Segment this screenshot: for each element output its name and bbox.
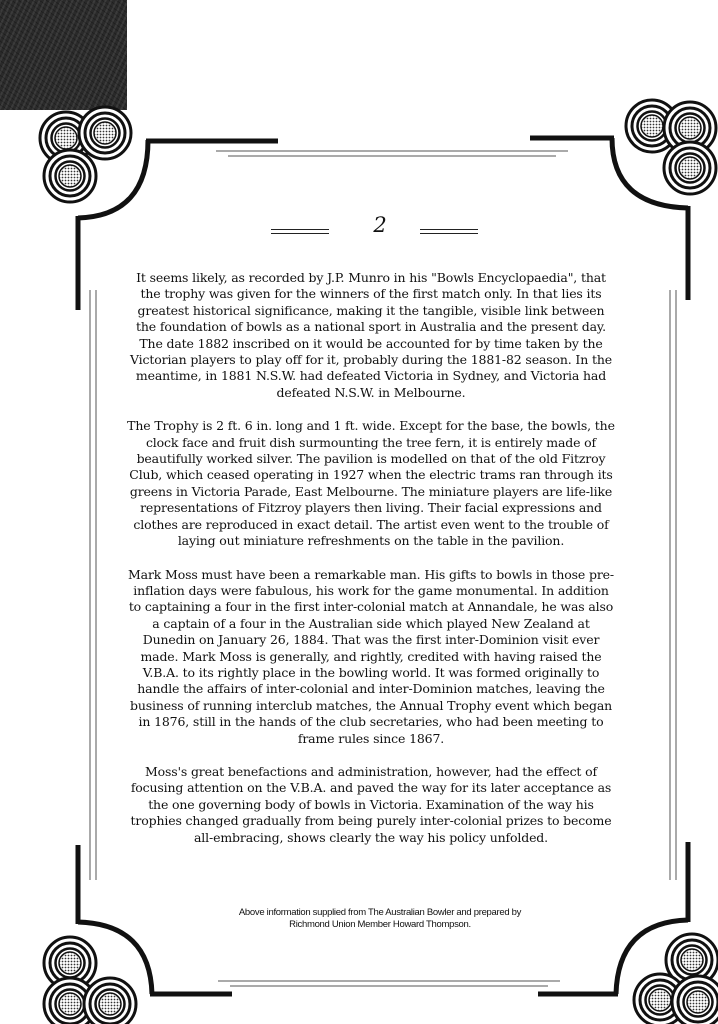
paragraph-trophy-description: The Trophy is 2 ft. 6 in. long and 1 ft. wide. Except for the base, the bowls, the clock face and fruit dish surmounting the tree fern, it is entirely made of beautifully worked silver. The pavilion is modelled on that of the old Fitzroy Club, which ceased operating in 1927 when the electric trams ran through its greens in Victoria Parade, East Melbourne. The miniature players are life-like representations of Fitzroy players then living. Their facial expressions and clothes are reproduced in exact detail. The artist even went to the trouble of laying out miniature refreshments on the table in the pavilion.	[127, 418, 615, 549]
credit-line-1: Above information supplied from The Australian Bowler and prepared by	[238, 907, 522, 918]
article-body	[126, 270, 616, 863]
bowls-ornament-top-right	[626, 100, 716, 194]
credit-line-2: Richmond Union Member Howard Thompson.	[289, 919, 471, 930]
paragraph-moss-benefactions: Moss's great benefactions and administration, however, had the effect of focusing attention on the V.B.A. and paved the way for its later acceptance as the one governing body of bowls in Victoria. Examination of the way his trophies changed gradually from being purely inter-colonial prizes to become all-embracing, shows clearly the way his policy unfolded.	[130, 763, 612, 845]
bowls-ornament-bottom-right	[634, 934, 718, 1024]
bowls-ornament-top-left	[40, 107, 131, 202]
paragraph-mark-moss: Mark Moss must have been a remarkable man. His gifts to bowls in those pre-inflation days were fabulous, his work for the game monumental. In addition to captaining a four in the first inter-colonial match at Annandale, he was also a captain of a four in the Australian side which played New Zealand at Dunedin on January 26, 1884. That was the first inter-Dominion visit ever made. Mark Moss is generally, and rightly, credited with having raised the V.B.A. to its rightly place in the bowling world. It was formed originally to handle the affairs of inter-colonial and inter-Dominion matches, leaving the business of running interclub matches, the Annual Trophy event which began in 1876, still in the hands of the club secretaries, who had been meeting to frame rules since 1867.	[128, 566, 614, 746]
source-credit	[160, 907, 600, 931]
page-number: 2	[373, 213, 387, 237]
paragraph-munro-encyclopaedia: It seems likely, as recorded by J.P. Munro in his "Bowls Encyclopaedia", that the trophy was given for the winners of the first match only. In that lies its greatest historical significance, making it the tangible, visible link between the foundation of bowls as a national sport in Australia and the present day. The date 1882 inscribed on it would be accounted for by time taken by the Victorian players to play off for it, probably during the 1881-82 season. In the meantime, in 1881 N.S.W. had defeated Victoria in Sydney, and Victoria had defeated N.S.W. in Melbourne.	[130, 270, 612, 400]
bowls-ornament-bottom-left	[44, 937, 136, 1024]
